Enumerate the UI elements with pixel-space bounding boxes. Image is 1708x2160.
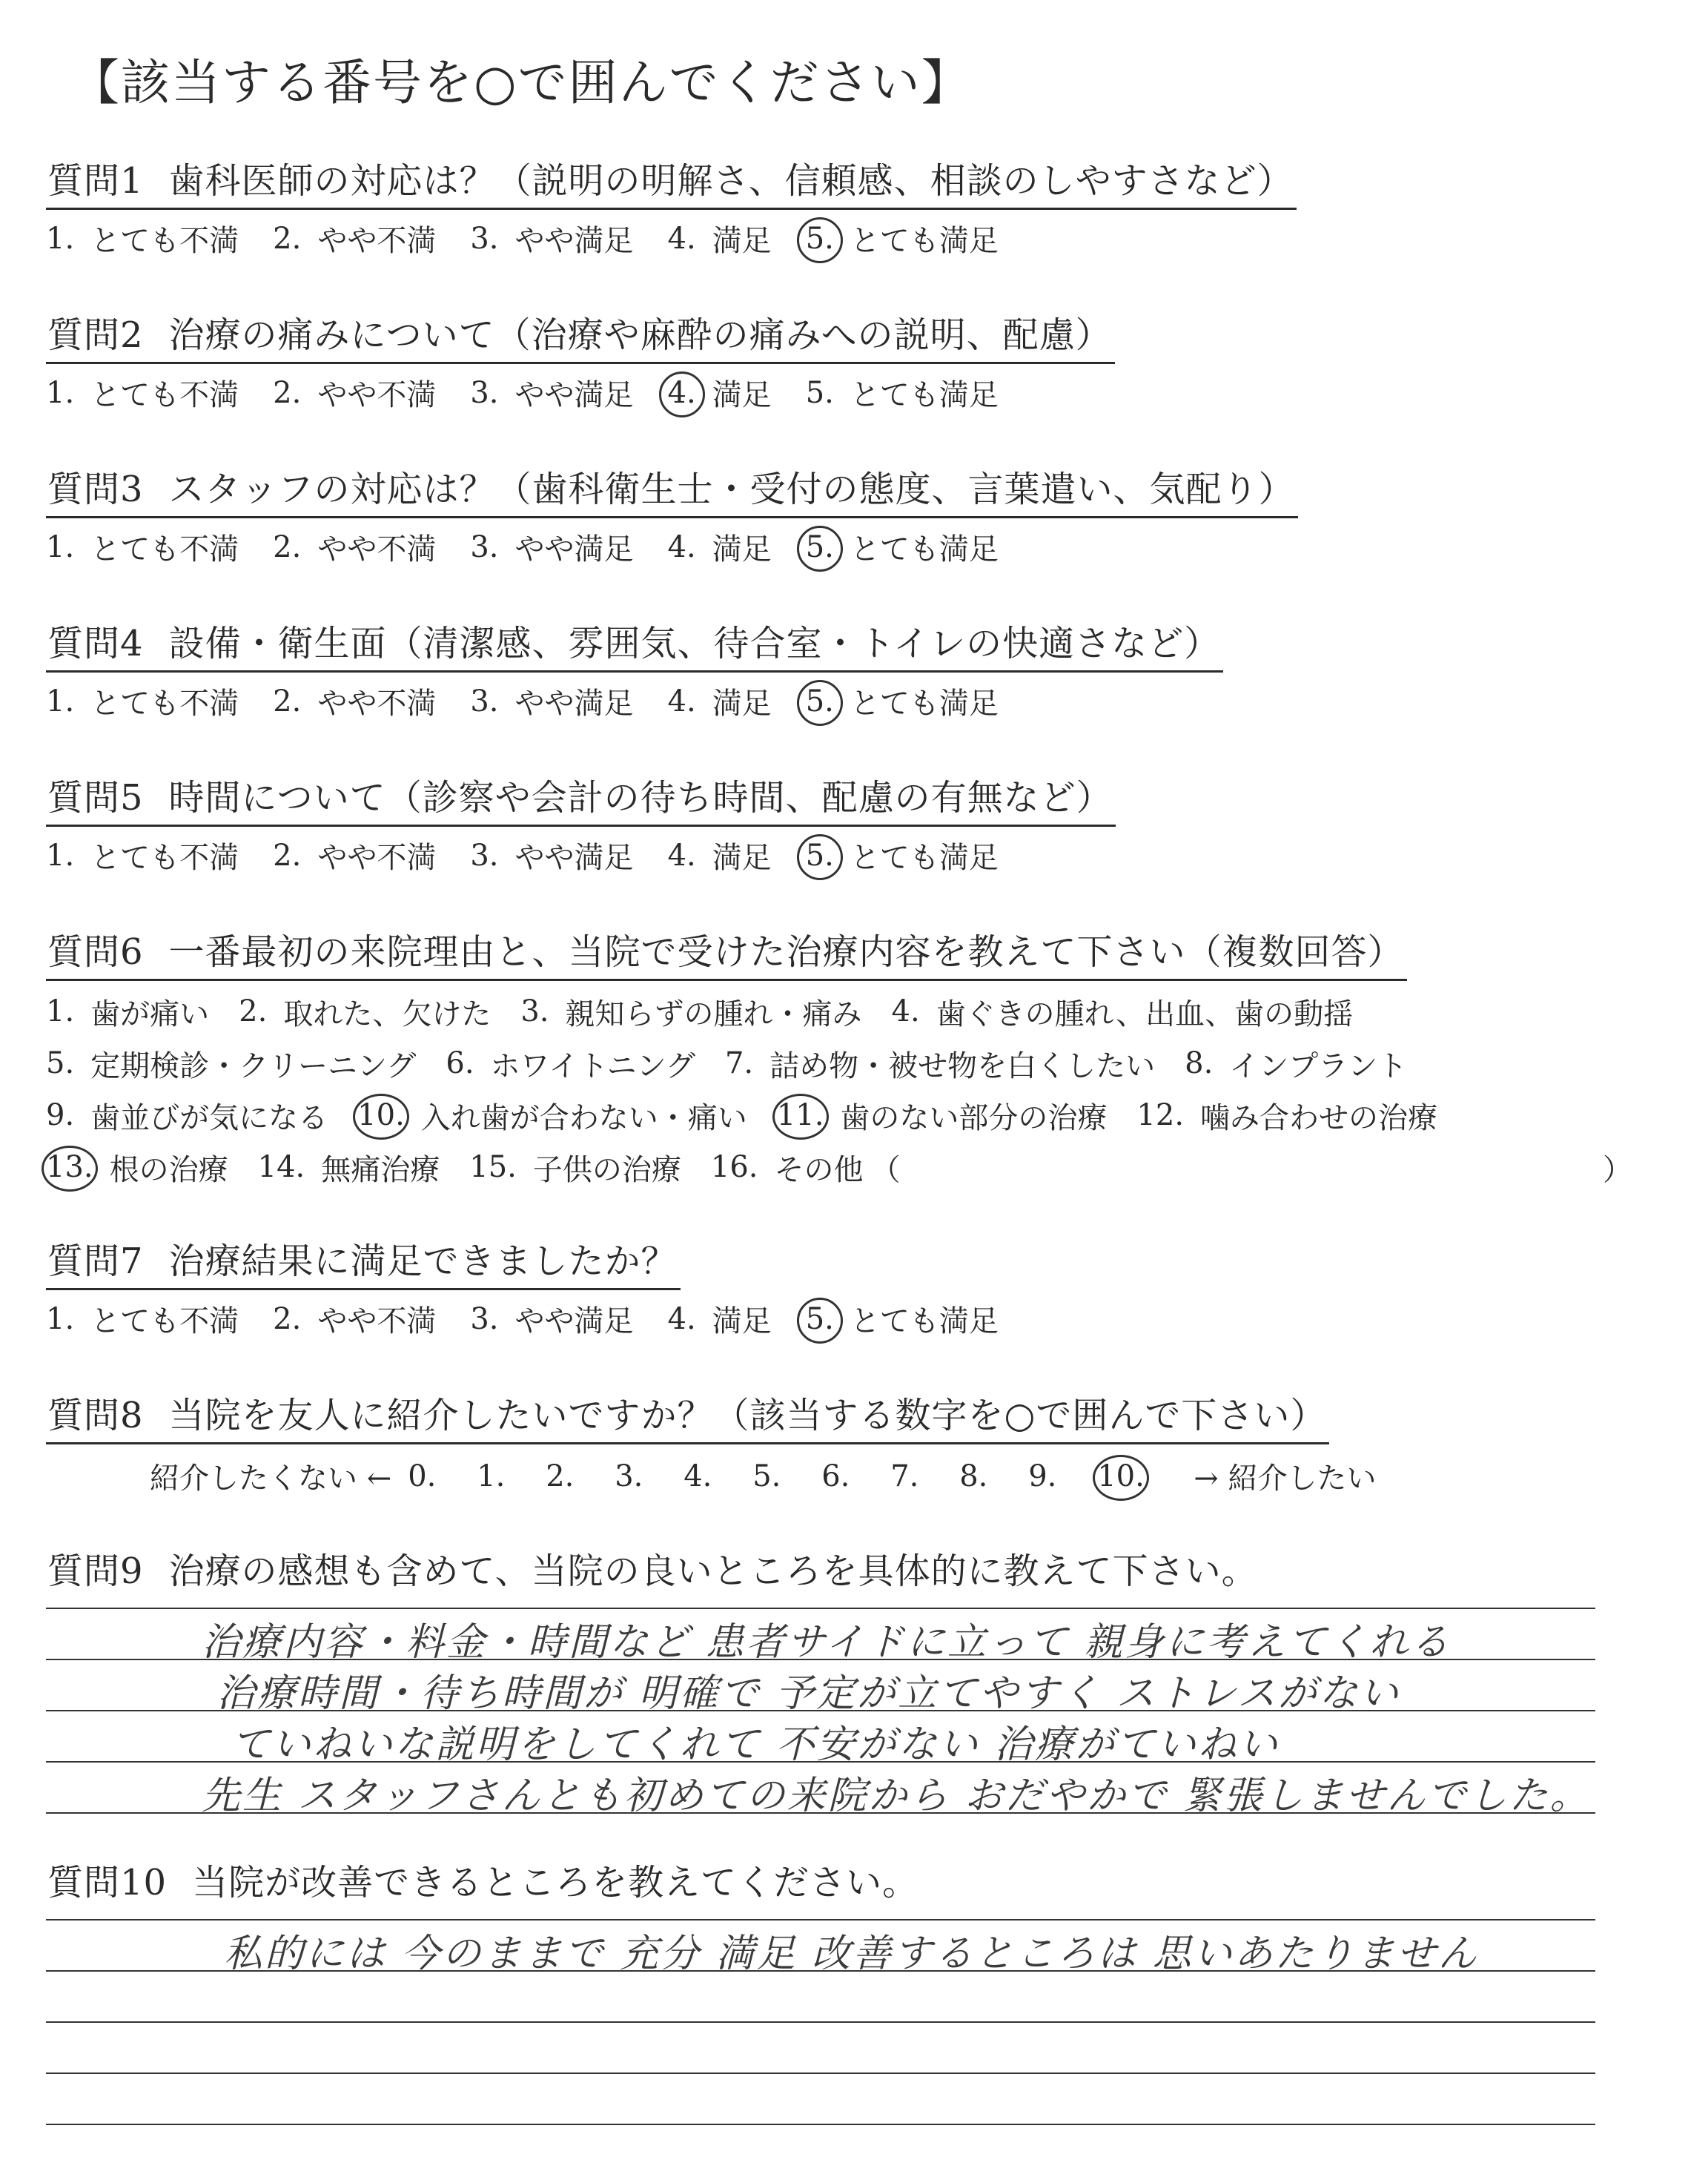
- reason-option[interactable]: 4. 歯ぐきの腫れ、出血、歯の動揺: [891, 994, 1354, 1031]
- reason-option[interactable]: 2. 取れた、欠けた: [239, 994, 491, 1031]
- question-heading: [46, 1232, 681, 1290]
- writing-line: [46, 2021, 1595, 2023]
- question-label: 質問1: [47, 160, 144, 202]
- scale-right-label: → 紹介したい: [1194, 1462, 1377, 1496]
- option-1[interactable]: 1. とても不満: [46, 1301, 239, 1338]
- multi-choice-options: [46, 985, 1632, 1193]
- option-3[interactable]: 3. やや満足: [470, 684, 634, 721]
- question-text: 治療の痛みについて（治療や麻酔の痛みへの説明、配慮）: [168, 314, 1112, 356]
- writing-line: [46, 2073, 1595, 2074]
- rating-options: [46, 1298, 1033, 1340]
- option-5-selected[interactable]: 5. とても満足: [805, 684, 999, 721]
- option-3[interactable]: 3. やや満足: [470, 838, 634, 875]
- question-10: [46, 1854, 921, 1909]
- option-1[interactable]: 1. とても不満: [46, 529, 239, 567]
- scale-value-selected[interactable]: [1097, 1459, 1194, 1493]
- question-label: 質問3: [47, 469, 144, 510]
- question-text: 設備・衛生面（清潔感、雰囲気、待合室・トイレの快適さなど）: [168, 623, 1221, 664]
- scale-value[interactable]: 6.: [821, 1459, 850, 1493]
- reason-option-other[interactable]: 16. その他 （: [711, 1146, 901, 1189]
- reason-option[interactable]: 1. 歯が痛い: [46, 994, 210, 1031]
- option-2[interactable]: 2. やや不満: [273, 684, 437, 721]
- option-2[interactable]: 2. やや不満: [273, 1301, 437, 1338]
- question-text: 治療結果に満足できましたか？: [168, 1241, 678, 1282]
- question-text: スタッフの対応は？（歯科衛生士・受付の態度、言葉遣い、気配り）: [168, 469, 1295, 510]
- option-4[interactable]: 4. 満足: [667, 838, 772, 875]
- question-text: 歯科医師の対応は？（説明の明解さ、信頼感、相談のしやすさなど）: [168, 160, 1294, 202]
- scale-value[interactable]: 4.: [683, 1459, 712, 1493]
- reason-option[interactable]: 3. 親知らずの腫れ・痛み: [520, 994, 862, 1031]
- option-5-selected[interactable]: 5. とても満足: [805, 838, 999, 875]
- option-4[interactable]: 4. 満足: [667, 1301, 772, 1338]
- rating-options: [46, 526, 1298, 568]
- option-1[interactable]: 1. とても不満: [46, 375, 239, 412]
- rating-options: [46, 217, 1297, 260]
- other-paren-close: ）: [1603, 1152, 1632, 1187]
- option-2[interactable]: 2. やや不満: [273, 529, 437, 567]
- handwritten-answer: 私的には 今のままで 充分 満足 改善するところは 思いあたりません: [224, 1932, 1479, 1976]
- option-3[interactable]: 3. やや満足: [470, 529, 634, 567]
- circle-mark: 4.: [667, 375, 696, 410]
- reason-option[interactable]: 6. ホワイトニング: [446, 1046, 695, 1083]
- question-5: [46, 769, 1116, 876]
- circle-mark: 11.: [776, 1098, 824, 1132]
- question-2: [46, 306, 1115, 414]
- circle-mark: 5.: [805, 221, 834, 256]
- option-4[interactable]: 4. 満足: [667, 221, 772, 258]
- question-heading: [46, 1854, 921, 1909]
- option-5-selected[interactable]: 5. とても満足: [805, 1301, 999, 1338]
- circle-mark: 10.: [357, 1098, 405, 1132]
- option-4[interactable]: 4. 満足: [667, 684, 772, 721]
- reason-option[interactable]: 15. 子供の治療: [469, 1150, 681, 1187]
- question-heading: [46, 152, 1297, 210]
- question-heading: [46, 306, 1115, 364]
- reason-option-selected[interactable]: 11. 歯のない部分の治療: [776, 1098, 1108, 1135]
- rating-options: [46, 680, 1223, 722]
- scale-left-label: 紹介したくない ←: [150, 1462, 392, 1496]
- reason-option[interactable]: 8. インプラント: [1185, 1046, 1408, 1083]
- handwritten-answer: 先生 スタッフさんとも初めての来院から おだやかで 緊張しませんでした。: [202, 1774, 1591, 1818]
- handwritten-answer: ていねいな説明をしてくれて 不安がない 治療がていねい: [231, 1723, 1280, 1767]
- question-1: [46, 152, 1297, 260]
- option-2[interactable]: 2. やや不満: [273, 375, 437, 412]
- circle-mark: 5.: [805, 1301, 834, 1336]
- reason-option-selected[interactable]: 13. 根の治療: [46, 1150, 228, 1187]
- question-label: 質問9: [47, 1550, 144, 1592]
- option-2[interactable]: 2. やや不満: [273, 221, 437, 258]
- question-label: 質問4: [47, 623, 144, 664]
- question-6: [46, 923, 1632, 1193]
- option-3[interactable]: 3. やや満足: [470, 375, 634, 412]
- circle-mark: 13.: [46, 1150, 93, 1184]
- option-4[interactable]: 4. 満足: [667, 529, 772, 567]
- scale-value[interactable]: 0.: [408, 1459, 437, 1493]
- question-9: [46, 1542, 1261, 1598]
- option-3[interactable]: 3. やや満足: [470, 1301, 634, 1338]
- reason-option[interactable]: 5. 定期検診・クリーニング: [46, 1046, 417, 1083]
- page-title: 【該当する番号を○で囲んでください】: [70, 54, 972, 111]
- question-text: 一番最初の来院理由と、当院で受けた治療内容を教えて下さい（複数回答）: [168, 931, 1404, 973]
- rating-options: [46, 834, 1116, 876]
- question-label: 質問8: [47, 1395, 144, 1436]
- other-paren-open: （: [870, 1152, 901, 1187]
- option-1[interactable]: 1. とても不満: [46, 838, 239, 875]
- option-5[interactable]: 5. とても満足: [805, 375, 999, 412]
- reason-option[interactable]: 12. 噛み合わせの治療: [1136, 1098, 1438, 1135]
- recommend-scale: [150, 1455, 1376, 1497]
- scale-value[interactable]: 9.: [1028, 1459, 1057, 1493]
- option-2[interactable]: 2. やや不満: [273, 838, 437, 875]
- option-5-selected[interactable]: 5. とても満足: [805, 221, 999, 258]
- question-8: [46, 1387, 1376, 1497]
- question-text: 時間について（診察や会計の待ち時間、配慮の有無など）: [168, 777, 1113, 819]
- scale-value[interactable]: 1.: [477, 1459, 506, 1493]
- question-label: 質問10: [47, 1862, 168, 1903]
- question-label: 質問5: [47, 777, 144, 819]
- handwritten-answer: 治療時間・待ち時間が 明確で 予定が立てやすく ストレスがない: [216, 1671, 1401, 1716]
- question-heading: [46, 1542, 1261, 1598]
- option-1[interactable]: 1. とても不満: [46, 684, 239, 721]
- question-heading: [46, 1387, 1329, 1444]
- option-1[interactable]: 1. とても不満: [46, 221, 239, 258]
- writing-line: [46, 1608, 1595, 1609]
- circle-mark: 10.: [1097, 1459, 1145, 1493]
- rating-options: [46, 371, 1115, 414]
- scale-value[interactable]: 2.: [546, 1459, 575, 1493]
- question-label: 質問7: [47, 1241, 144, 1282]
- writing-line: [46, 1919, 1595, 1920]
- reason-option[interactable]: 9. 歯並びが気になる: [46, 1098, 328, 1135]
- question-4: [46, 615, 1223, 722]
- question-3: [46, 460, 1298, 568]
- question-7: [46, 1232, 1033, 1340]
- question-text: 治療の感想も含めて、当院の良いところを具体的に教えて下さい。: [168, 1550, 1258, 1592]
- option-5-selected[interactable]: 5. とても満足: [805, 529, 999, 567]
- circle-mark: 5.: [805, 838, 834, 873]
- writing-line: [46, 2124, 1595, 2125]
- option-3[interactable]: 3. やや満足: [470, 221, 634, 258]
- reason-option-selected[interactable]: 10. 入れ歯が合わない・痛い: [357, 1098, 747, 1135]
- handwritten-answer: 治療内容・料金・時間など 患者サイドに立って 親身に考えてくれる: [202, 1620, 1452, 1665]
- question-text: 当院を友人に紹介したいですか？（該当する数字を○で囲んで下さい）: [168, 1395, 1327, 1436]
- question-label: 質問2: [47, 314, 144, 356]
- reason-option[interactable]: 7. 詰め物・被せ物を白くしたい: [724, 1046, 1156, 1083]
- reason-option[interactable]: 14. 無痛治療: [257, 1150, 440, 1187]
- question-label: 質問6: [47, 931, 144, 973]
- question-heading: [46, 923, 1407, 981]
- option-4-selected[interactable]: 4. 満足: [667, 375, 772, 412]
- question-text: 当院が改善できるところを教えてください。: [192, 1862, 919, 1903]
- circle-mark: 5.: [805, 529, 834, 564]
- circle-mark: 5.: [805, 684, 834, 719]
- question-heading: [46, 615, 1223, 673]
- scale-value[interactable]: 3.: [615, 1459, 643, 1493]
- question-heading: [46, 460, 1298, 518]
- scale-value[interactable]: 7.: [890, 1459, 919, 1493]
- question-heading: [46, 769, 1116, 827]
- scale-value[interactable]: 5.: [752, 1459, 781, 1493]
- scale-value[interactable]: 8.: [959, 1459, 988, 1493]
